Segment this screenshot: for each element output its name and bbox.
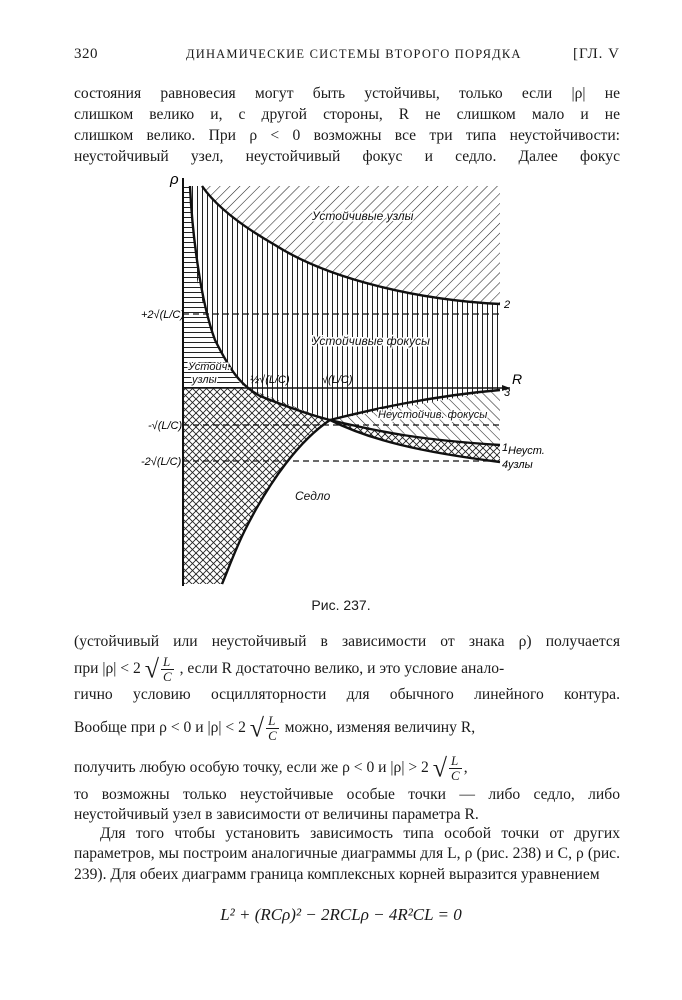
fraction-l-c: $\frac{L}{C}$: [268, 713, 277, 743]
y-axis-label: ρ: [170, 171, 179, 188]
curve-label-4: 4: [502, 459, 509, 471]
fraction-l-c: $\frac{L}{C}$: [451, 753, 460, 783]
text-line: неустойчивый узел в зависимости от величины параметра R.: [74, 806, 479, 823]
label-unstable-foci: Неустойчив. фокусы: [378, 409, 488, 421]
text-line: (устойчивый или неустойчивый в зависимости от знака ρ) получается: [74, 633, 620, 650]
figure-237: [140, 164, 545, 592]
label-stable-nodes-small-1: Устойч.: [188, 361, 231, 373]
text-line: слишком велико. При ρ < 0 возможны все три типа неустойчивости:: [74, 127, 620, 144]
text-fragment: можно, изменяя величину R,: [284, 719, 476, 737]
text-line: [74, 655, 620, 684]
page-header: [74, 46, 620, 68]
mark-one: √(L/C): [322, 374, 353, 386]
page-number: 320: [74, 46, 98, 62]
label-unstable-nodes-2: узлы: [508, 459, 533, 471]
label-stable-foci: Устойчивые фокусы: [312, 334, 430, 348]
figure-caption: Рис. 237.: [311, 597, 371, 613]
x-axis-label: R: [512, 371, 523, 387]
text-line: [74, 714, 620, 743]
text-fragment: при |ρ| < 2: [74, 660, 141, 678]
running-title: ДИНАМИЧЕСКИЕ СИСТЕМЫ ВТОРОГО ПОРЯДКА: [186, 47, 522, 61]
mark-half: ½√(L/C): [250, 374, 290, 386]
label-stable-nodes: Устойчивые узлы: [312, 209, 414, 223]
sqrt-sign: √: [249, 713, 265, 743]
chapter-label: [ГЛ. V: [572, 46, 620, 62]
text-fragment: получить любую особую точку, если же ρ < 0 и |ρ| > 2: [74, 759, 429, 777]
text-line: гично условию осцилляторности для обычного линейного контура.: [74, 686, 620, 703]
curve-label-2: 2: [504, 299, 511, 311]
label-saddle: Седло: [295, 489, 331, 503]
text-fragment: , если R достаточно велико, и это условие анало-: [179, 660, 505, 678]
label-unstable-nodes-1: Неуст.: [508, 445, 545, 457]
text-line: получить любую особую точку, если же ρ < 0 и |ρ| > 2 √ $\frac{L}{C}$ ,: [74, 753, 468, 783]
equation: L² + (RCρ)² − 2RCLρ − 4R²CL = 0: [220, 905, 462, 924]
tick-minus1: -√(L/C): [148, 420, 183, 432]
sqrt-sign: √: [432, 753, 448, 783]
paragraph-2: Для того чтобы установить зависимость типа особой точки от других параметров, мы построим аналогичные диаграммы для L, ρ (рис. 238) и C, ρ (рис. 239). Для обеих диаграмм граница комплексных корней выразится уравнением: [74, 825, 620, 883]
text-line: то возможны только неустойчивые особые точки — либо седло, либо: [74, 786, 620, 803]
tick-plus2: +2√(L/C): [141, 309, 185, 321]
region-saddle-fill: [183, 388, 330, 584]
fraction-l-c: $\frac{L}{C}$: [163, 654, 172, 684]
text-line: слишком велико и, с другой стороны, R не слишком мало и не: [74, 106, 620, 123]
curve-label-1: 1: [502, 442, 509, 454]
sqrt-sign: √: [144, 654, 159, 684]
text-line: состояния равновесия могут быть устойчивы, только если |ρ| не: [74, 85, 620, 102]
label-stable-nodes-small-2: узлы: [192, 374, 217, 386]
curve-label-3: 3: [504, 387, 511, 399]
text-line: неустойчивый узел, неустойчивый фокус и седло. Далее фокус: [74, 148, 620, 165]
text-fragment: Вообще при ρ < 0 и |ρ| < 2: [74, 719, 246, 737]
tick-minus2: -2√(L/C): [141, 456, 182, 468]
